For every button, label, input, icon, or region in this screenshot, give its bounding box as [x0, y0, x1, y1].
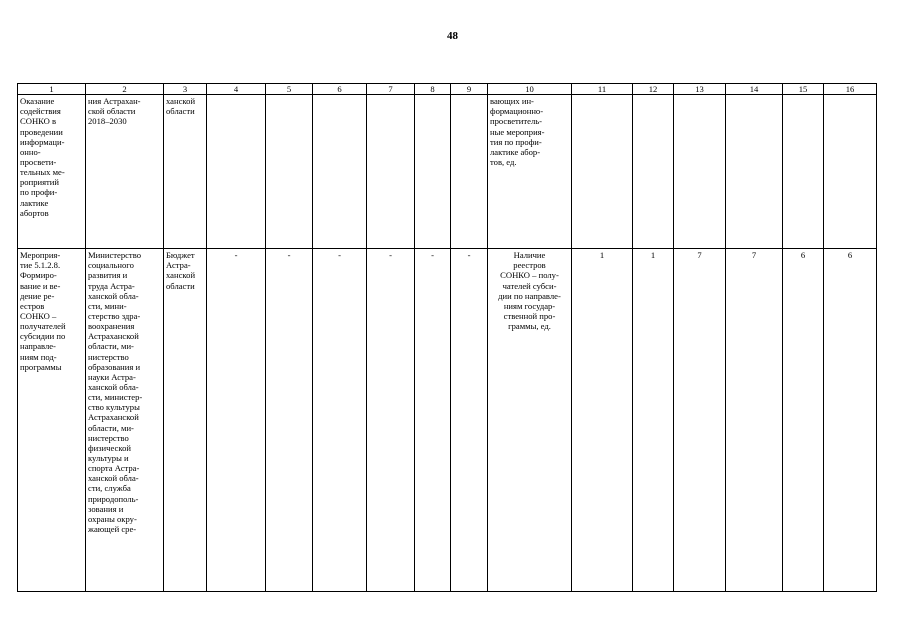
col-header-16: 16	[824, 84, 877, 95]
indicator-value-cell: 6	[800, 250, 806, 261]
col-header-11: 11	[572, 84, 633, 95]
executor-cell: Министерство социального развития и труда Астра- ханской обла- сти, мини- стерство здра- воохранения Астраханской области, ми- нистерство образования и науки Астра- ханской обла- сти, министер- ство культуры Астраханской области, ми- нистерство физической культуры и спорта Астра- ханской обла- сти, служба природополь- зования и охраны окру- жающей сре-	[88, 250, 143, 534]
col-header-14: 14	[726, 84, 783, 95]
value-cell: -	[431, 250, 434, 261]
table-row	[18, 95, 877, 249]
col-header-13: 13	[674, 84, 726, 95]
col-header-7: 7	[367, 84, 415, 95]
col-header-3: 3	[164, 84, 207, 95]
header-row	[18, 84, 877, 95]
value-cell: -	[338, 250, 341, 261]
col-header-6: 6	[313, 84, 367, 95]
col-header-1: 1	[18, 84, 86, 95]
col-header-15: 15	[783, 84, 824, 95]
col-header-2: 2	[86, 84, 164, 95]
col-header-12: 12	[633, 84, 674, 95]
funding-source-cell: Бюджет Астра- ханской области	[166, 250, 196, 291]
value-cell: -	[234, 250, 238, 261]
indicator-value-cell: 6	[847, 250, 853, 261]
activity-name-cell: Оказание содействия СОНКО в проведении информаци- онно- просвети- тельных ме- роприятий по профи- лактике абортов	[20, 96, 65, 218]
table-row	[18, 249, 877, 592]
indicator-value-cell: 1	[650, 250, 656, 261]
col-header-8: 8	[415, 84, 451, 95]
indicator-value-cell: 1	[599, 250, 605, 261]
col-header-4: 4	[207, 84, 266, 95]
activity-name-cell: Мероприя- тие 5.1.2.8. Формиро- вание и ве- дение ре- естров СОНКО – получателей субсидии по направле- ниям под- программы	[20, 250, 66, 372]
col-header-9: 9	[451, 84, 488, 95]
executor-cell: ния Астрахан- ской области 2018–2030	[88, 96, 141, 127]
col-header-10: 10	[488, 84, 572, 95]
value-cell: -	[467, 250, 471, 261]
value-cell: -	[287, 250, 291, 261]
value-cell: -	[389, 250, 392, 261]
indicator-cell: вающих ин- формационно- просветитель- ные мероприя- тия по профи- лактике абор- тов, ед.	[490, 96, 545, 167]
page-number: 48	[447, 30, 458, 42]
indicator-cell: Наличие реестров СОНКО – полу- чателей субси- дии по направле- ниям государ- ственной про- граммы, ед.	[498, 250, 561, 332]
col-header-5: 5	[266, 84, 313, 95]
program-table	[17, 83, 877, 592]
indicator-value-cell: 7	[697, 250, 702, 261]
funding-source-cell: ханской области	[166, 96, 196, 117]
indicator-value-cell: 7	[751, 250, 757, 261]
